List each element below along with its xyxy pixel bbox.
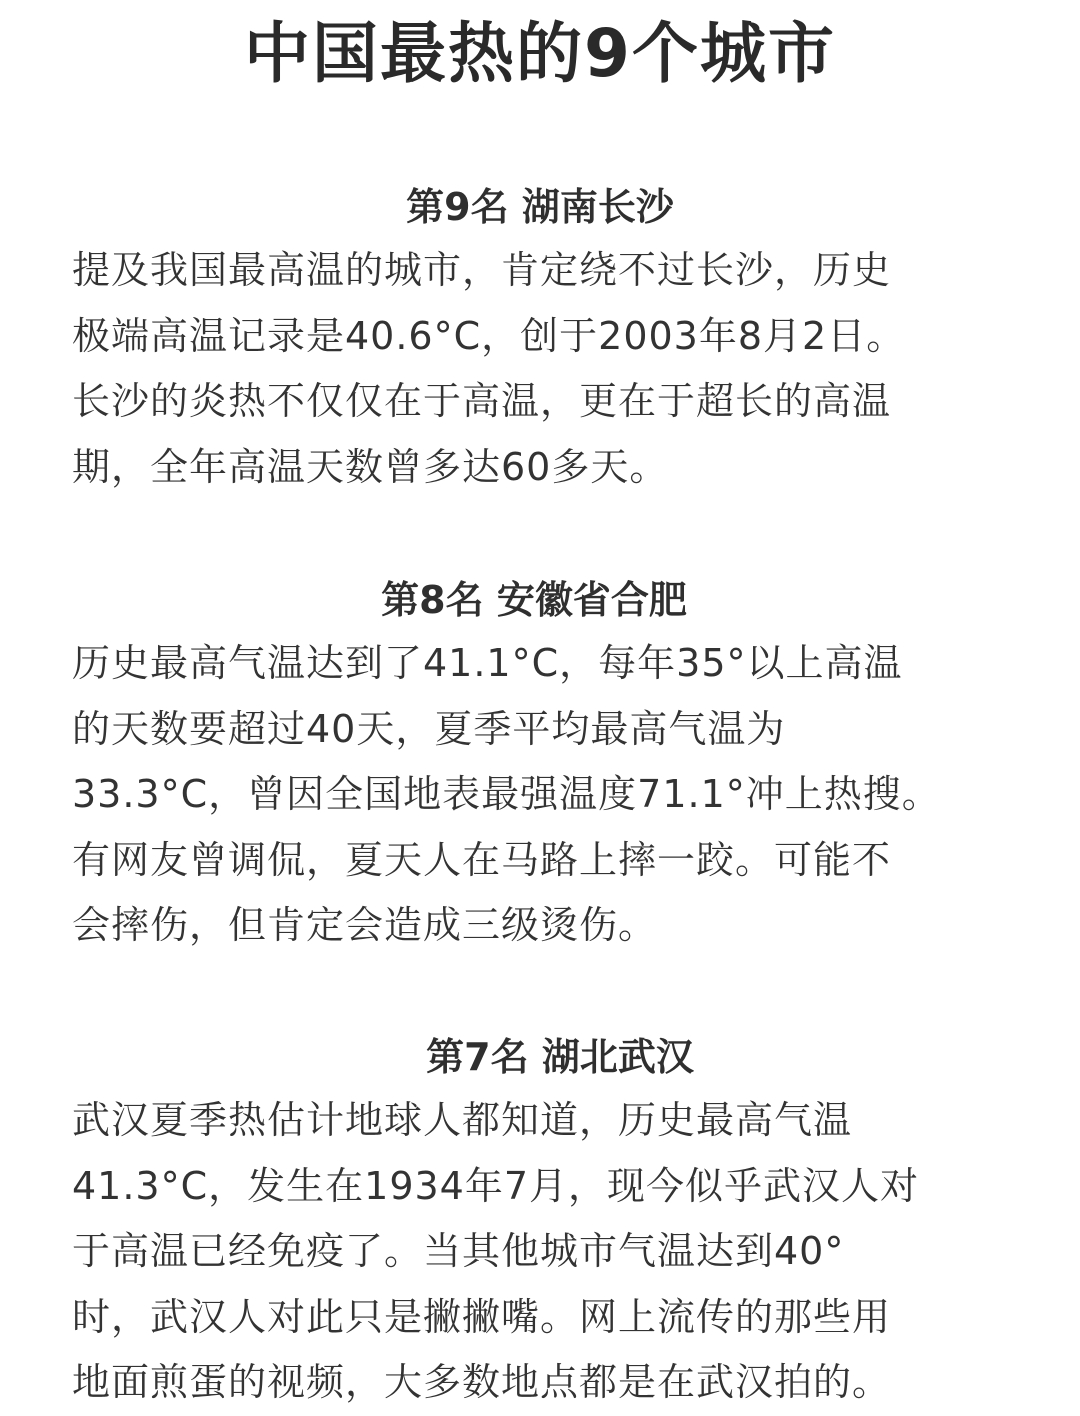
section-body	[72, 238, 1012, 500]
body-line: 历史最高气温达到了41.1°C，每年35°以上高温	[72, 641, 903, 685]
section-body	[72, 1088, 1012, 1416]
section-rank-9	[72, 180, 1012, 500]
body-line: 的天数要超过40天，夏季平均最高气温为	[72, 706, 786, 751]
body-line: 期，全年高温天数曾多达60多天。	[72, 444, 669, 489]
body-line: 有网友曾调侃，夏天人在马路上摔一跤。可能不	[72, 837, 892, 882]
section-heading: 第8名 安徽省合肥	[381, 578, 687, 622]
body-line: 提及我国最高温的城市，肯定绕不过长沙，历史	[72, 248, 892, 292]
body-line: 地面煎蛋的视频，大多数地点都是在武汉拍的。	[72, 1360, 892, 1404]
page-title: 中国最热的9个城市	[244, 15, 836, 92]
body-line: 于高温已经免疫了。当其他城市气温达到40°	[72, 1229, 845, 1273]
section-body	[72, 631, 1012, 959]
section-rank-7	[72, 1030, 1012, 1416]
body-line: 会摔伤，但肯定会造成三级烫伤。	[72, 903, 658, 947]
section-rank-8	[72, 573, 1012, 959]
body-line: 时，武汉人对此只是撇撇嘴。网上流传的那些用	[72, 1294, 892, 1339]
body-line: 武汉夏季热估计地球人都知道，历史最高气温	[72, 1098, 853, 1142]
section-heading: 第7名 湖北武汉	[426, 1035, 694, 1079]
body-line: 33.3°C，曾因全国地表最强温度71.1°冲上热搜。	[72, 772, 941, 816]
body-line: 41.3°C，发生在1934年7月，现今似乎武汉人对	[72, 1163, 920, 1208]
body-line: 长沙的炎热不仅仅在于高温，更在于超长的高温	[72, 379, 892, 423]
body-line: 极端高温记录是40.6°C，创于2003年8月2日。	[72, 313, 906, 358]
section-heading: 第9名 湖南长沙	[406, 185, 674, 229]
